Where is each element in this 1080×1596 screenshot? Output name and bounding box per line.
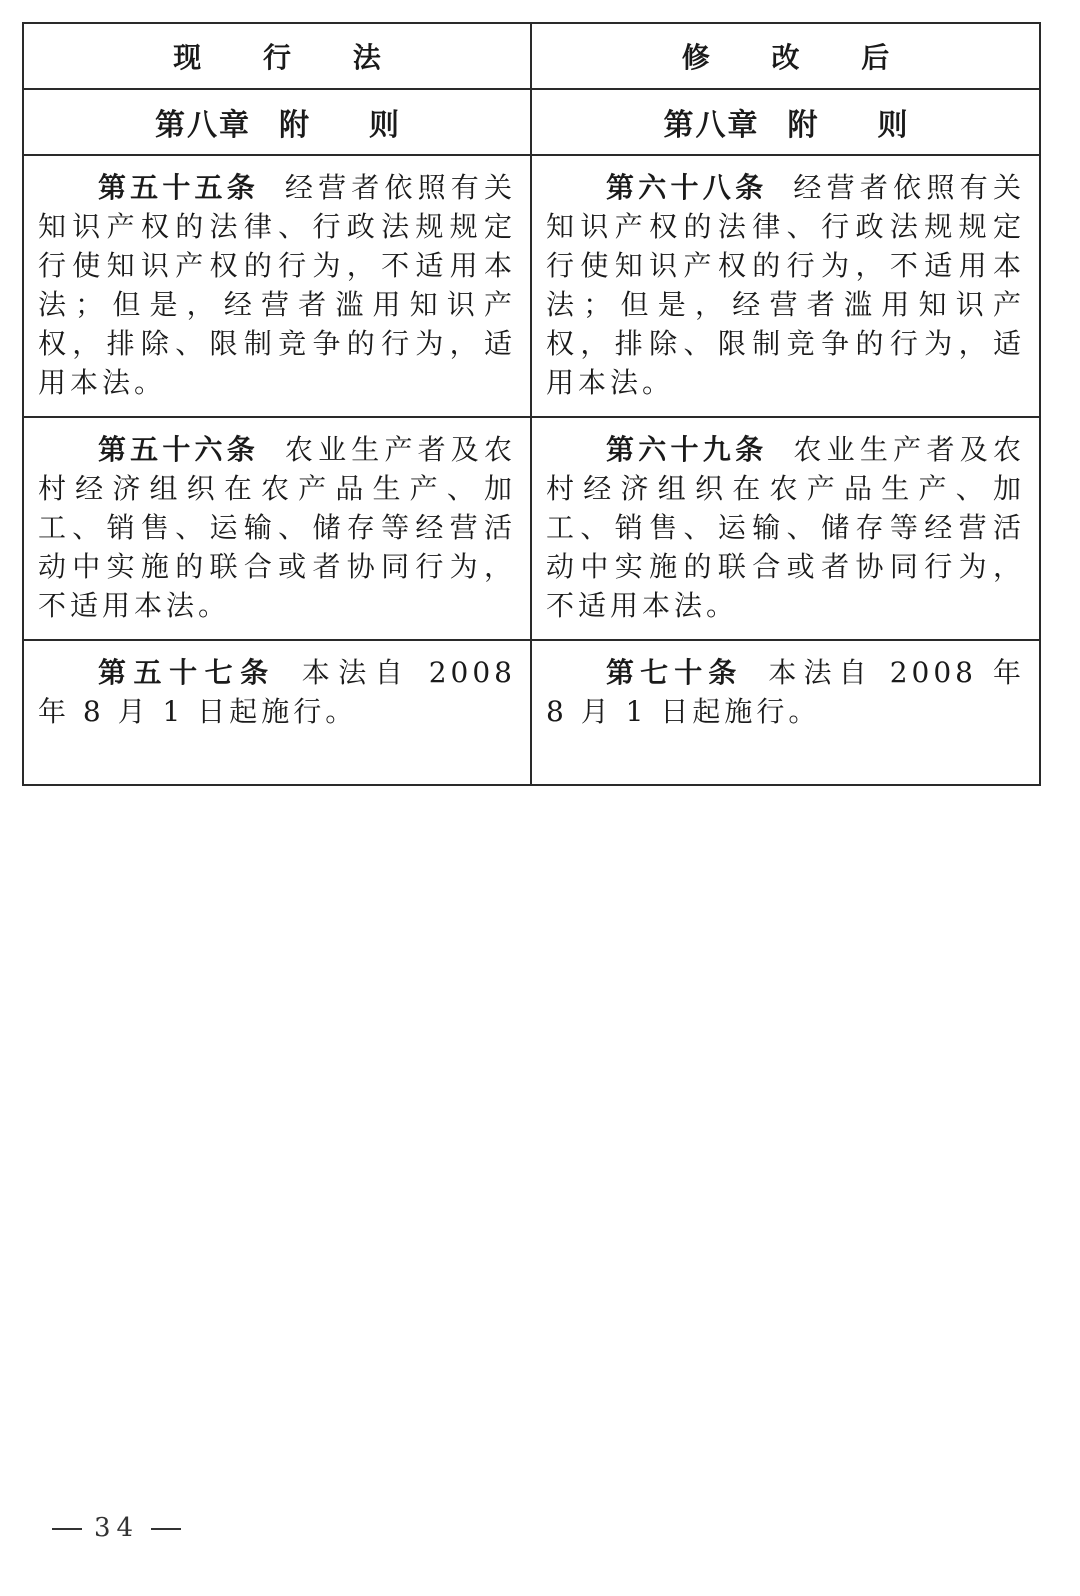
- column-header-amended: 修 改 后: [531, 23, 1040, 89]
- chapter-title-part: 则: [877, 108, 908, 143]
- chapter-heading-left: [23, 89, 531, 155]
- chapter-number: 第八章: [663, 108, 760, 143]
- article-text: 本法自 2008 年 8 月 1 日起施行。: [38, 656, 516, 728]
- chapter-title-part: 附: [787, 108, 818, 143]
- article-text: 农业生产者及农村经济组织在农产品生产、加工、销售、运输、储存等经营活动中实施的联合或者协同行为，不适用本法。: [38, 433, 516, 622]
- table-row: [23, 417, 1040, 640]
- chapter-heading-right: [531, 89, 1040, 155]
- table-row: [23, 155, 1040, 417]
- table-row: [23, 640, 1040, 785]
- article-number: 第七十条: [606, 656, 743, 689]
- page-number-value: 34: [94, 1513, 140, 1543]
- article-cell-right: [531, 417, 1040, 640]
- column-header-row: [23, 23, 1040, 89]
- article-text: 经营者依照有关知识产权的法律、行政法规规定行使知识产权的行为，不适用本法；但是，经营者滥用知识产权，排除、限制竞争的行为，适用本法。: [38, 171, 516, 399]
- article-text: 本法自 2008 年 8 月 1 日起施行。: [546, 656, 1025, 728]
- chapter-header-row: [23, 89, 1040, 155]
- article-number: 第五十七条: [98, 656, 276, 689]
- column-header-current-law: 现 行 法: [23, 23, 531, 89]
- article-number: 第五十五条: [98, 171, 259, 204]
- chapter-title-part: 附: [279, 108, 309, 143]
- page-number: [40, 1513, 193, 1543]
- article-text: 经营者依照有关知识产权的法律、行政法规规定行使知识产权的行为，不适用本法；但是，经营者滥用知识产权，排除、限制竞争的行为，适用本法。: [546, 171, 1025, 399]
- law-comparison-table: [22, 22, 1041, 786]
- article-number: 第五十六条: [98, 433, 259, 466]
- chapter-title-part: 则: [369, 108, 399, 143]
- article-cell-right: [531, 155, 1040, 417]
- article-text: 农业生产者及农村经济组织在农产品生产、加工、销售、运输、储存等经营活动中实施的联合或者协同行为，不适用本法。: [546, 433, 1025, 622]
- article-number: 第六十九条: [606, 433, 768, 466]
- dash-decoration: [151, 1528, 181, 1530]
- article-cell-left: [23, 155, 531, 417]
- dash-decoration: [52, 1528, 82, 1530]
- article-cell-left: [23, 640, 531, 785]
- article-cell-left: [23, 417, 531, 640]
- article-number: 第六十八条: [606, 171, 768, 204]
- chapter-number: 第八章: [155, 108, 251, 143]
- article-cell-right: [531, 640, 1040, 785]
